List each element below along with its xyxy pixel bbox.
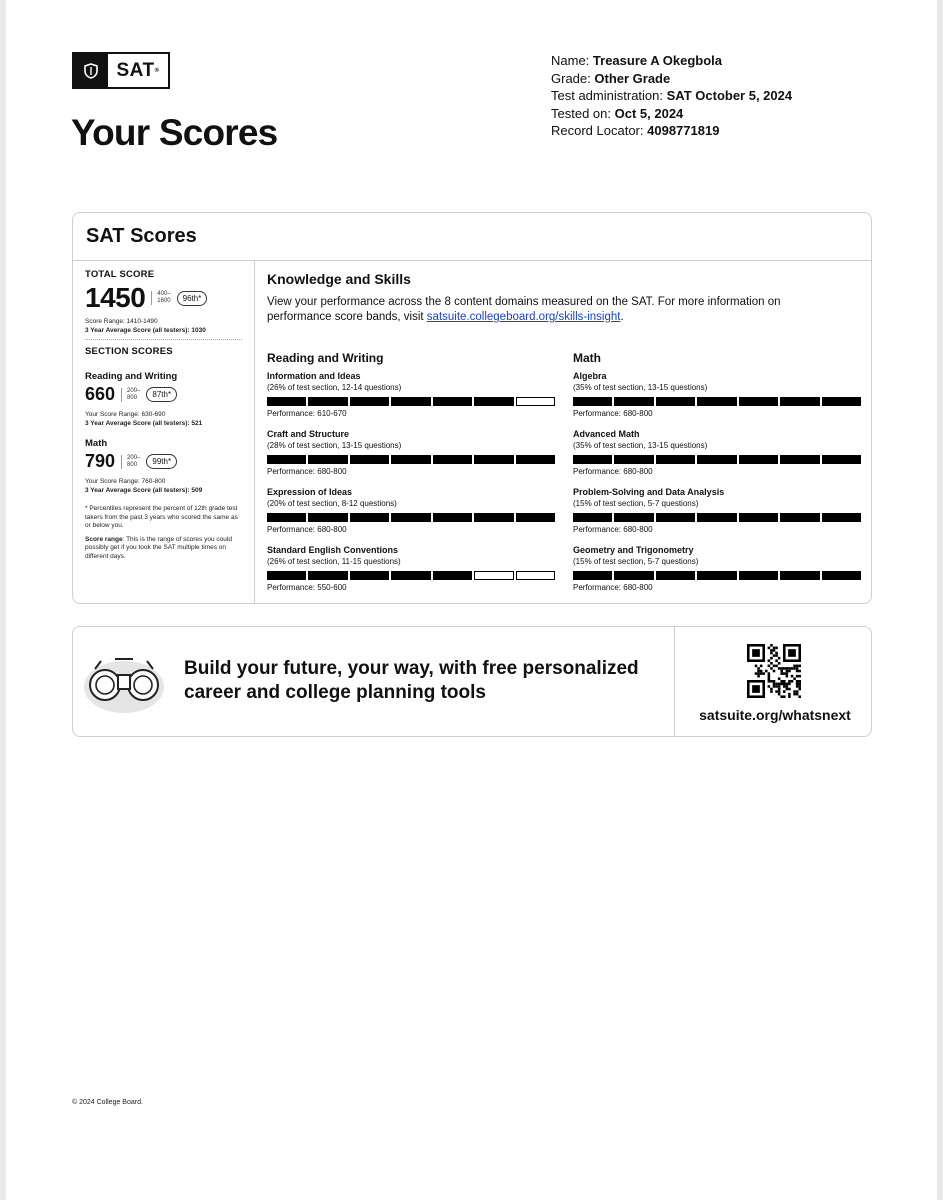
domain-item bbox=[267, 429, 557, 476]
bar-segment bbox=[739, 513, 778, 522]
domain-name: Craft and Structure bbox=[267, 429, 350, 439]
bar-segment bbox=[391, 455, 430, 464]
score-range-note: Score range: This is the range of scores you could possibly get if you took the SAT multiple times on different days. bbox=[85, 535, 232, 560]
bar-segment bbox=[614, 513, 653, 522]
bar-segment bbox=[656, 571, 695, 580]
section-scores-label: SECTION SCORES bbox=[85, 346, 173, 357]
bar-segment bbox=[474, 513, 513, 522]
planning-tools-card bbox=[72, 626, 872, 737]
math-section-name: Math bbox=[85, 438, 108, 449]
bar-segment bbox=[474, 571, 513, 580]
bar-segment bbox=[573, 455, 612, 464]
promo-line-2: career and college planning tools bbox=[184, 682, 486, 703]
domain-weight: (15% of test section, 5-7 questions) bbox=[573, 557, 699, 566]
domain-name: Expression of Ideas bbox=[267, 487, 353, 497]
bar-segment bbox=[433, 513, 472, 522]
domain-name: Geometry and Trigonometry bbox=[573, 545, 694, 555]
bar-segment bbox=[656, 397, 695, 406]
bar-segment bbox=[433, 455, 472, 464]
bar-segment bbox=[308, 397, 347, 406]
rw-score: 660 bbox=[85, 384, 116, 404]
bar-segment bbox=[739, 455, 778, 464]
performance-bar bbox=[267, 397, 555, 406]
domain-name: Information and Ideas bbox=[267, 371, 361, 381]
bar-segment bbox=[656, 513, 695, 522]
bar-segment bbox=[474, 455, 513, 464]
performance-bar bbox=[573, 455, 861, 464]
percentile-note: * Percentiles represent the percent of 12th grade test takers from the past 3 years who scored the same as or below you. bbox=[85, 505, 238, 529]
bar-segment bbox=[391, 513, 430, 522]
bar-segment bbox=[350, 571, 389, 580]
bar-segment bbox=[350, 455, 389, 464]
bar-segment bbox=[656, 455, 695, 464]
card-title: SAT Scores bbox=[73, 213, 871, 261]
bar-segment bbox=[516, 513, 555, 522]
bar-segment bbox=[697, 513, 736, 522]
domain-performance: Performance: 680-800 bbox=[573, 525, 653, 534]
qr-code-icon[interactable] bbox=[747, 644, 801, 698]
bar-segment bbox=[308, 455, 347, 464]
promo-line-1: Build your future, your way, with free personalized bbox=[184, 658, 639, 679]
domain-name: Algebra bbox=[573, 371, 607, 381]
test-administration: SAT October 5, 2024 bbox=[666, 88, 793, 103]
performance-bar bbox=[573, 513, 861, 522]
total-percentile-badge: 96th* bbox=[177, 291, 208, 306]
bar-segment bbox=[614, 397, 653, 406]
sat-scores-card bbox=[72, 212, 872, 604]
bar-segment bbox=[267, 455, 306, 464]
bar-segment bbox=[780, 571, 819, 580]
domain-performance: Performance: 610-670 bbox=[267, 409, 347, 418]
domain-performance: Performance: 680-800 bbox=[573, 467, 653, 476]
bar-segment bbox=[573, 571, 612, 580]
domain-performance: Performance: 680-800 bbox=[573, 583, 653, 592]
bar-segment bbox=[780, 455, 819, 464]
rw-domains-column bbox=[267, 351, 557, 592]
performance-bar bbox=[267, 455, 555, 464]
domain-name: Problem-Solving and Data Analysis bbox=[573, 487, 725, 497]
bar-segment bbox=[614, 571, 653, 580]
bar-segment bbox=[739, 397, 778, 406]
total-score-label: TOTAL SCORE bbox=[85, 269, 155, 280]
performance-bar bbox=[267, 571, 555, 580]
sat-logo bbox=[72, 52, 170, 89]
bar-segment bbox=[433, 571, 472, 580]
total-score: 1450 bbox=[85, 282, 146, 313]
domain-performance: Performance: 680-800 bbox=[267, 525, 347, 534]
bar-segment bbox=[391, 397, 430, 406]
student-grade: Other Grade bbox=[594, 70, 671, 86]
knowledge-skills: Knowledge and Skills View your performance across the 8 content domains measured on the SAT. For more information on performance score bands, visit satsuite.collegeboard.org/skills-insight. Reading and Writing Information and Ideas (26% of test section, 12-14 questions) Performance: 610-670 Craft and Structure (28% of test section, 13-15 questions) Performance: 680-800 Expression of Ideas (20% of test section, 8-12 questions) Performance: 680-800 Standard English Conventions (26% of test section, 11-15 questions) Performance: 550-600 Math Algebra (35% of test section, 13-15 questions) Performance: 680-800 Advanced Math (35% of test section, 13-15 questions) Performance: 680-800 Problem-Solving and Data Analysis (15% of test section, 5-7 questions) Performance: 680-800 Geometry and Trigonometry (15% of test section, 5-7 questions) Performance: 680-800 bbox=[267, 271, 859, 603]
math-heading: Math bbox=[573, 351, 601, 365]
student-name: Treasure A Okegbola bbox=[592, 53, 723, 68]
whatsnext-link[interactable]: satsuite.org/whatsnext bbox=[699, 707, 851, 723]
bar-segment bbox=[433, 397, 472, 406]
bar-segment bbox=[516, 397, 555, 406]
score-report-page bbox=[6, 0, 937, 1200]
rw-heading: Reading and Writing bbox=[267, 351, 384, 365]
shield-icon bbox=[74, 54, 108, 87]
domain-item bbox=[267, 487, 557, 534]
divider bbox=[85, 339, 242, 340]
domain-item bbox=[267, 371, 557, 418]
performance-bar bbox=[573, 397, 861, 406]
bar-segment bbox=[308, 571, 347, 580]
bar-segment bbox=[739, 571, 778, 580]
domain-item bbox=[573, 429, 863, 476]
domain-item bbox=[267, 545, 557, 592]
divider bbox=[674, 627, 675, 736]
domain-weight: (26% of test section, 12-14 questions) bbox=[267, 383, 402, 392]
knowledge-skills-title: Knowledge and Skills bbox=[267, 271, 411, 287]
domain-performance: Performance: 680-800 bbox=[573, 409, 653, 418]
domain-weight: (26% of test section, 11-15 questions) bbox=[267, 557, 401, 566]
bar-segment bbox=[697, 397, 736, 406]
bar-segment bbox=[267, 513, 306, 522]
domain-performance: Performance: 680-800 bbox=[267, 467, 347, 476]
registered-mark: ® bbox=[154, 67, 160, 74]
copyright: © 2024 College Board. bbox=[72, 1099, 143, 1106]
domain-weight: (20% of test section, 8-12 questions) bbox=[267, 499, 397, 508]
score-summary: TOTAL SCORE 1450 400– 1600 96th* Score Range: 1410-1490 3 Year Average Score (all testers): 1030 SECTION SCORES Reading and Writing 660 200– 800 87th* Your Score Range: 630-690 3 Year Average Score (all testers): 521 Math 790 200– 800 99th* Your Score Range: 760-800 3 Year Average Score (all testers): 509 * Percentiles represent the percent of 12th grade test takers from the past 3 years who scored the same as or below you. Score range: This is the range of scores you could possibly get if you took the SAT multiple times on different days. bbox=[73, 261, 255, 603]
bar-segment bbox=[350, 397, 389, 406]
bar-segment bbox=[267, 397, 306, 406]
skills-insight-link[interactable]: satsuite.collegeboard.org/skills-insight bbox=[426, 311, 621, 323]
domain-item bbox=[573, 545, 863, 592]
domain-name: Standard English Conventions bbox=[267, 545, 399, 555]
math-percentile-badge: 99th* bbox=[146, 454, 177, 469]
bar-segment bbox=[697, 571, 736, 580]
domain-weight: (35% of test section, 13-15 questions) bbox=[573, 383, 708, 392]
bar-segment bbox=[308, 513, 347, 522]
bar-segment bbox=[350, 513, 389, 522]
bar-segment bbox=[822, 455, 861, 464]
domain-item bbox=[573, 371, 863, 418]
bar-segment bbox=[516, 571, 555, 580]
bar-segment bbox=[267, 571, 306, 580]
logo-text: SAT bbox=[116, 59, 155, 81]
rw-percentile-badge: 87th* bbox=[146, 387, 177, 402]
bar-segment bbox=[780, 397, 819, 406]
rw-section-name: Reading and Writing bbox=[85, 371, 178, 382]
domain-weight: (15% of test section, 5-7 questions) bbox=[573, 499, 699, 508]
math-domains-column bbox=[573, 351, 863, 592]
page-title: Your Scores bbox=[71, 112, 278, 153]
bar-segment bbox=[822, 397, 861, 406]
binoculars-icon bbox=[81, 649, 167, 715]
bar-segment bbox=[474, 397, 513, 406]
bar-segment bbox=[822, 513, 861, 522]
bar-segment bbox=[614, 455, 653, 464]
domain-name: Advanced Math bbox=[573, 429, 640, 439]
bar-segment bbox=[573, 397, 612, 406]
bar-segment bbox=[516, 455, 555, 464]
bar-segment bbox=[780, 513, 819, 522]
student-info: Name: Treasure A Okegbola Grade: Other Grade Test administration: SAT October 5, 2024 Tested on: Oct 5, 2024 Record Locator: 4098771819 bbox=[551, 53, 793, 138]
domain-weight: (28% of test section, 13-15 questions) bbox=[267, 441, 402, 450]
performance-bar bbox=[573, 571, 861, 580]
domain-item bbox=[573, 487, 863, 534]
domain-weight: (35% of test section, 13-15 questions) bbox=[573, 441, 708, 450]
bar-segment bbox=[697, 455, 736, 464]
domain-performance: Performance: 550-600 bbox=[267, 583, 347, 592]
math-score: 790 bbox=[85, 451, 116, 471]
record-locator: 4098771819 bbox=[647, 123, 720, 138]
tested-on: Oct 5, 2024 bbox=[614, 105, 684, 121]
performance-bar bbox=[267, 513, 555, 522]
bar-segment bbox=[822, 571, 861, 580]
bar-segment bbox=[391, 571, 430, 580]
bar-segment bbox=[573, 513, 612, 522]
